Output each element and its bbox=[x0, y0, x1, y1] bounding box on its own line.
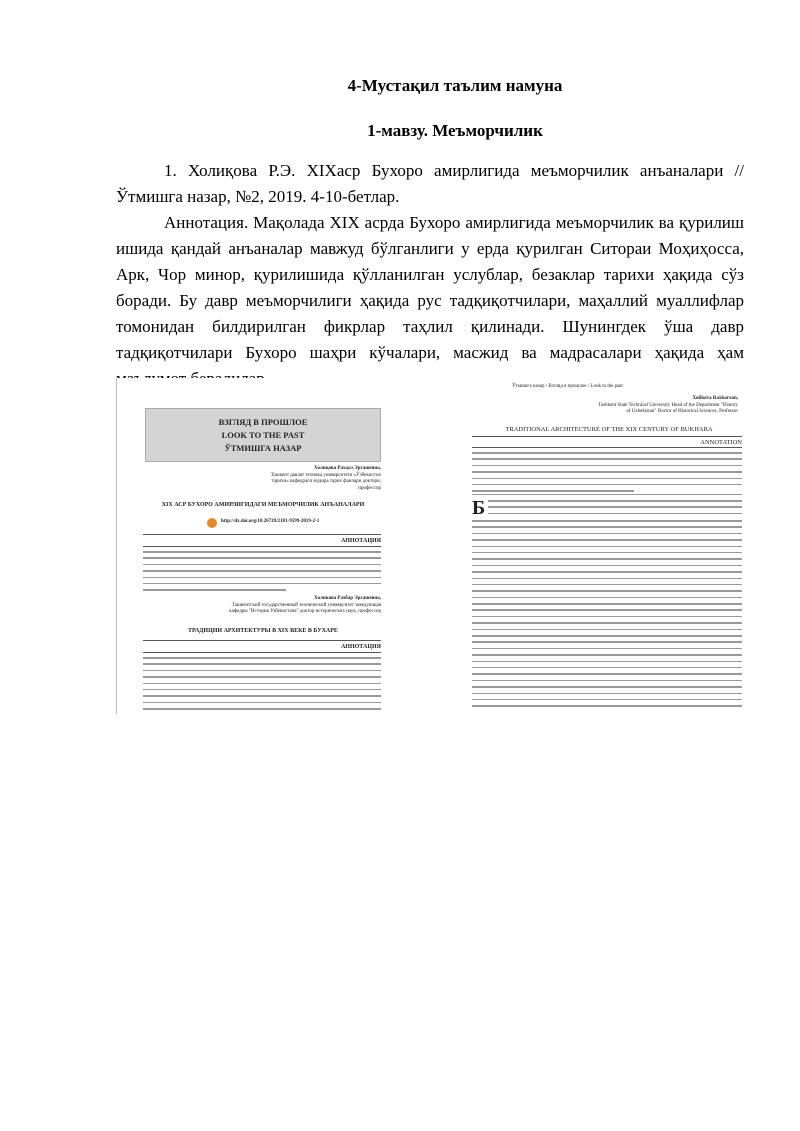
annotation-heading-en: ANNOTATION bbox=[700, 439, 742, 446]
drop-cap: Б bbox=[472, 497, 486, 519]
journal-title-box bbox=[145, 408, 381, 462]
author-affiliation-en: Tashkent State Technical University Head of the Department "History of Uzbekistan" Doctor of Historical Sciences, Professor bbox=[598, 403, 738, 415]
scanned-page-right bbox=[468, 380, 748, 716]
author-affiliation-ru: Ташкентский государственный технический университет заведующая кафедры "История Узбекистана" доктор исторических наук, профессор bbox=[229, 603, 381, 615]
annotation-heading-uz: АННОТАЦИЯ bbox=[340, 538, 381, 544]
author-affiliation-uz: Тошкент давлат техника университети «Ўзбекистон тарихи» кафедраси мудира тарих фанлари доктори, профессор bbox=[270, 473, 381, 491]
scanned-page-left bbox=[116, 378, 389, 714]
annotation-text-en bbox=[472, 452, 742, 497]
author-name-ru: Холикова Рахбар Эргашевна, bbox=[314, 596, 381, 601]
topic-heading: 1-мавзу. Меъморчилик bbox=[367, 121, 543, 140]
doi-link[interactable]: http://dx.doi.org/10.26739/2181-9599-2019-2-1 bbox=[221, 519, 320, 524]
doi-logo-icon bbox=[207, 518, 217, 528]
article-body-text bbox=[472, 520, 742, 712]
journal-title-en: LOOK TO THE PAST bbox=[221, 430, 305, 440]
annotation-text-ru bbox=[143, 657, 381, 714]
journal-title-uz: ЎТМИШГА НАЗАР bbox=[224, 443, 302, 453]
article-body-text-start bbox=[488, 500, 742, 519]
running-head: Ўтмишга назар / Взгляд в прошлое / Look to the past bbox=[512, 384, 623, 389]
author-name-en: Xolikova Raxbarxon, bbox=[692, 396, 738, 401]
author-name-uz: Холиқова Раъҳоэ Эргашевна, bbox=[314, 466, 381, 471]
annotation-paragraph: Аннотация. Мақолада XIX асрда Бухоро амирлигида меъморчилик ва қурилиш ишида қандай анъаналар мавжуд бўлганлиги у ерда қурилган Ситораи Моҳиҳосса, Арк, Чор минор, қурилишида қўлланилган услублар, безаклар тарихи ҳақида сўз боради. Бу давр меъморчилиги ҳақида рус тадқиқотчилари, маҳаллий муаллифлар томонидан билдирилган фикрлар таҳлил қилинади. Шунингдек ўша давр тадқиқотчилари Бухоро шаҳри кўчалари, масжид ва мадрасалари ҳақида ҳам bbox=[116, 213, 744, 362]
annotation-text-uz bbox=[143, 551, 381, 596]
annotation-heading-ru: АННОТАЦИЯ bbox=[340, 644, 381, 650]
article-title-ru: ТРАДИЦИИ АРХИТЕКТУРЫ В XIX ВЕКЕ В БУХАРЕ bbox=[188, 628, 338, 634]
page-heading: 4-Мустақил таълим намуна bbox=[347, 76, 563, 95]
journal-title-ru: ВЗГЛЯД В ПРОШЛОЕ bbox=[218, 417, 308, 427]
article-title-uz: XIX АСР БУХОРО АМИРЛИГИДАГИ МЕЪМОРЧИЛИК АНЪАНАЛАРИ bbox=[161, 502, 365, 508]
reference-paragraph: 1. Холиқова Р.Э. XIXаср Бухоро амирлигида меъморчилик анъаналари // Ўтмишга назар, №2, 2019. 4-10-бетлар. bbox=[116, 161, 744, 206]
article-title-en: TRADITIONAL ARCHITECTURE OF THE XIX CENTURY OF BUKHARA bbox=[505, 426, 713, 433]
body-text bbox=[116, 158, 744, 392]
